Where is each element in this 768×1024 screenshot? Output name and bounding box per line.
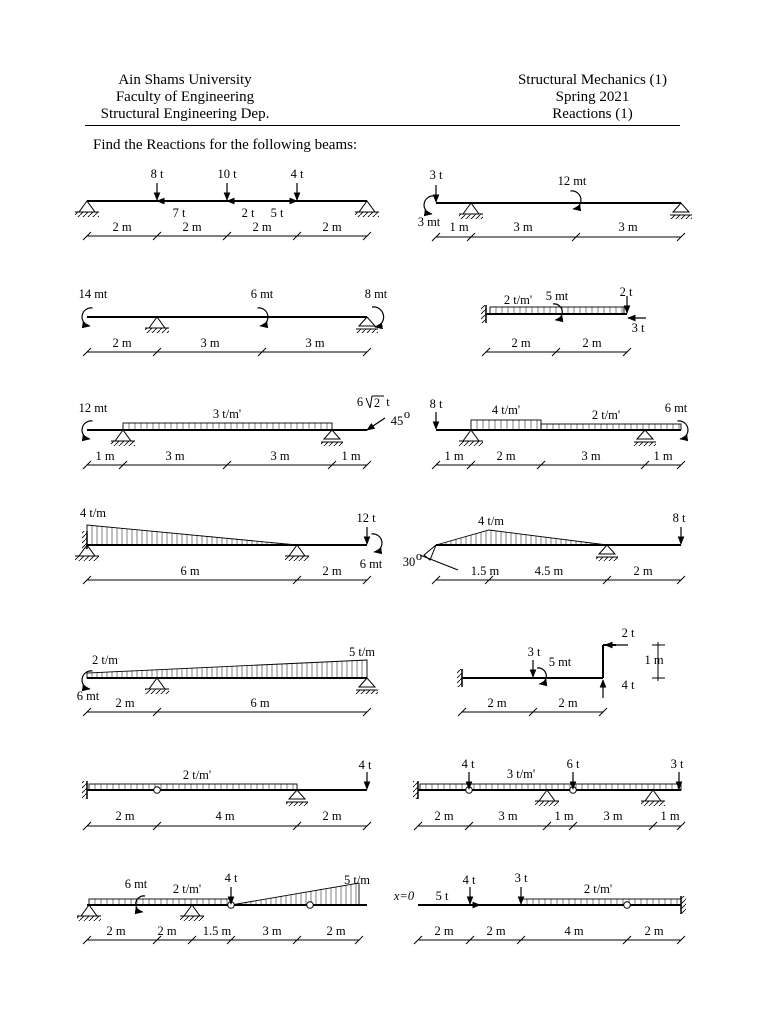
load-arrow [367,418,385,430]
moment-value: 5 mt [545,289,569,303]
span-label: 2 m [115,809,135,823]
support-hatch [670,215,692,219]
span-label: 2 m [326,924,346,938]
support-hatch [641,801,665,806]
load-value: 2 t/m' [583,882,613,896]
load-value: 3 t [670,757,684,771]
pin-support [81,905,97,916]
load-value: 4 t [358,758,372,772]
moment-value: 6 mt [359,557,383,571]
beam-13 [77,871,370,944]
span-label: 3 m [513,220,533,234]
support-hatch [355,212,379,217]
support-hatch [356,329,378,333]
support-hatch [75,212,99,217]
span-label: 1.5 m [202,924,232,938]
load-value: 4 t/m [79,506,107,520]
moment-value: 6 mt [664,401,688,415]
load-value: 2 t/m' [182,768,212,782]
load-value: 4 t [621,678,635,692]
support-hatch [285,556,309,561]
span-label: 1 m [95,449,115,463]
load-value: 5 t [270,206,284,220]
span-label: 2 m [487,696,507,710]
span-label: 3 m [305,336,325,350]
span-label: 1 m [444,449,464,463]
load-value: 3 t/m' [212,407,242,421]
internal-hinge [307,902,314,909]
moment-value: 6 mt [76,689,100,703]
fixed-hatch [82,781,87,799]
span-label: 2 m [486,924,506,938]
load-value: 2 t/m' [503,293,533,307]
load-value: 2 t/m' [172,882,202,896]
span-label: 2 m [106,924,126,938]
beam-14 [393,871,686,944]
roller-support [637,430,653,439]
load-value: 2 t [619,285,633,299]
span-label: 2 m [112,336,132,350]
moment-value: 5 mt [548,655,572,669]
span-label: 3 m [498,809,518,823]
header-sheet: Reactions (1) [552,106,633,122]
roller-support [289,790,305,799]
load-value: 7 t [172,206,186,220]
roller-support [359,678,375,687]
header-course: Structural Mechanics (1) [517,72,668,88]
pin-support [359,201,375,212]
beam-1 [75,167,379,240]
load-value: 2 t/m [91,653,119,667]
beam-3 [79,287,388,356]
load-value: 4 t [461,757,475,771]
span-label: 2 m [252,220,272,234]
moment-arrow [372,534,382,552]
load-value: 4 t/m' [491,403,521,417]
fixed-hatch [681,896,686,914]
load-value: 2 t/m' [591,408,621,422]
load-value: 8 t [150,167,164,181]
support-hatch [180,916,204,921]
span-label: 2 m [434,809,454,823]
span-label: 2 m [511,336,531,350]
span-label: 2 m [558,696,578,710]
span-label: 1 m [449,220,469,234]
internal-hinge [154,787,161,794]
beam-11 [82,758,372,830]
roller-support [673,203,689,212]
internal-hinge [624,902,631,909]
pin-support [645,790,661,801]
boundary-condition: x=0 [393,889,415,903]
load-value: t [386,395,390,409]
span-label: 3 m [581,449,601,463]
load-value: 2 t [621,626,635,640]
beam-2 [418,168,692,241]
span-label: 6 m [250,696,270,710]
support-hatch [356,690,378,694]
span-label: 2 m [322,564,342,578]
distributed-load [471,420,541,430]
load-value: 6 t [566,757,580,771]
support-hatch [75,556,99,561]
span-label: 3 m [200,336,220,350]
support-hatch [459,441,483,446]
load-value: 8 t [672,511,686,525]
load-value: 3 t/m' [506,767,536,781]
load-value: 5 t [435,889,449,903]
radical-sign [370,396,372,408]
span-label: 1 m [341,449,361,463]
load-value: 4 t [224,871,238,885]
fixed-hatch [457,669,462,687]
triangular-load [231,883,359,905]
span-label: 1.5 m [470,564,500,578]
moment-value: 8 mt [364,287,388,301]
beam-9 [77,645,378,716]
beam-7 [75,506,383,584]
load-value: 3 t [514,871,528,885]
support-hatch [145,689,169,694]
span-label: 2 m [644,924,664,938]
header-university: Ain Shams University [118,72,252,88]
beam-8 [403,511,686,584]
span-label: 1 m [660,809,680,823]
inclined-base [420,555,458,570]
span-label: 3 m [603,809,623,823]
load-value: 4 t [290,167,304,181]
span-label: 4 m [215,809,235,823]
angle-value: o [403,407,411,421]
angle-value: o [415,549,423,563]
beam-6 [430,397,688,469]
distributed-load [123,423,332,430]
load-value: 12 t [356,511,376,525]
span-label: 3 m [270,449,290,463]
support-hatch [77,916,101,921]
span-label: 1 m [644,653,664,667]
support-hatch [596,557,618,561]
span-label: 2 m [633,564,653,578]
span-label: 6 m [180,564,200,578]
support-hatch [286,802,308,806]
span-label: 2 m [582,336,602,350]
support-hatch [111,441,135,446]
span-label: 4.5 m [534,564,564,578]
span-label: 2 m [322,220,342,234]
moment-value: 12 mt [557,174,587,188]
pin-support [539,790,555,801]
header-department: Structural Engineering Dep. [100,106,270,122]
load-value: 5 t/m [343,873,371,887]
moment-arrow [553,304,562,320]
roller-support [324,430,340,439]
pin-support [184,905,200,916]
span-label: 2 m [434,924,454,938]
span-label: 1 m [653,449,673,463]
pin-support [115,430,131,441]
moment-value: 12 mt [78,401,108,415]
beam-10 [457,626,665,716]
pin-support [79,201,95,212]
span-label: 2 m [182,220,202,234]
load-value: 2 t [241,206,255,220]
pin-support [463,203,479,214]
fixed-hatch [413,781,418,799]
radical-sign [366,398,370,408]
support-hatch [634,442,656,446]
beam-12 [413,757,685,830]
fixed-hatch [481,305,486,323]
span-label: 3 m [262,924,282,938]
span-label: 2 m [322,809,342,823]
moment-value: 3 mt [417,215,441,229]
load-value: 4 t/m [477,514,505,528]
header-term: Spring 2021 [555,89,630,105]
span-label: 2 m [115,696,135,710]
load-value: 3 t [429,168,443,182]
moment-value: 6 mt [124,877,148,891]
span-label: 3 m [165,449,185,463]
moment-arrow [571,191,581,209]
span-label: 2 m [112,220,132,234]
span-label: 4 m [564,924,584,938]
load-value: 2 [373,396,381,410]
pin-support [149,678,165,689]
pin-support [463,430,479,441]
load-value: 10 t [217,167,237,181]
angle-value: 30 [402,555,416,569]
load-value: 3 t [631,321,645,335]
angle-value: 45 [390,414,404,428]
load-value: 4 t [462,873,476,887]
moment-arrow [537,668,546,684]
support-hatch [535,801,559,806]
moment-value: 14 mt [78,287,108,301]
pin-support [149,317,165,328]
support-hatch [459,214,483,219]
beam-layer [75,167,692,944]
triangular-load [436,530,607,545]
moment-value: 6 mt [250,287,274,301]
pin-support [289,545,305,556]
load-value: 8 t [429,397,443,411]
moment-arrow [424,196,434,214]
roller-support [599,545,615,554]
header-faculty: Faculty of Engineering [115,89,255,105]
instruction: Find the Reactions for the following beams: [93,137,358,153]
beam-4 [481,285,646,356]
load-value: 3 t [527,645,541,659]
beam-5 [79,395,411,469]
span-label: 3 m [618,220,638,234]
support-hatch [145,328,169,333]
load-value: 5 t/m [348,645,376,659]
span-label: 2 m [157,924,177,938]
span-label: 2 m [496,449,516,463]
load-value: 6 [356,395,364,409]
roller-support [359,317,375,326]
support-hatch [321,442,343,446]
span-label: 1 m [554,809,574,823]
